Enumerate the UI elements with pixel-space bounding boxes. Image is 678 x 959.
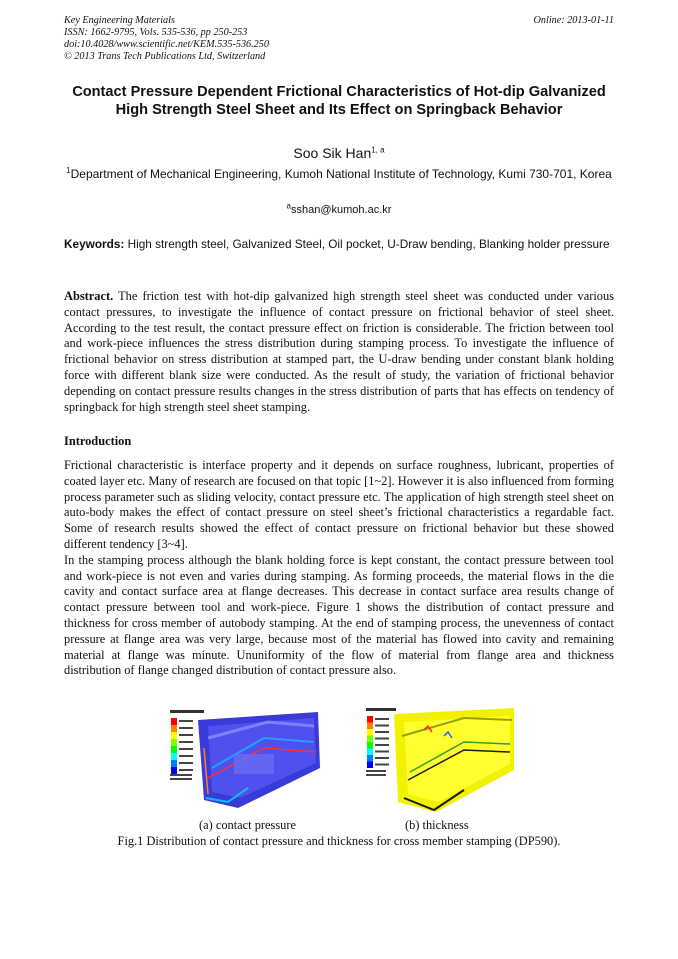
- abstract-label: Abstract.: [64, 289, 114, 303]
- legend-value-mark: [179, 748, 193, 750]
- author-line: [64, 144, 614, 162]
- contact-pressure-image: [168, 708, 322, 814]
- legend-swatch: [171, 718, 177, 725]
- legend-swatch: [171, 760, 177, 767]
- keywords-label: Keywords:: [64, 237, 125, 251]
- legend-value-mark: [375, 718, 389, 720]
- legend-swatch: [367, 716, 373, 723]
- email-line: [64, 203, 614, 217]
- legend-value-mark: [375, 731, 389, 733]
- affiliation: [64, 166, 614, 183]
- legend-swatch: [367, 755, 373, 762]
- thickness-image: [364, 706, 516, 814]
- legend-value-mark: [179, 741, 193, 743]
- legend-swatch: [171, 746, 177, 753]
- legend-value-mark: [375, 725, 389, 727]
- section-heading-introduction: Introduction: [64, 434, 132, 448]
- legend-swatch: [171, 739, 177, 746]
- affiliation-sup: 1: [66, 166, 71, 175]
- paper-title: Contact Pressure Dependent Frictional Characteristics of Hot-dip Galvanized High Strength Steel Sheet and Its Effect on Springback Behavior: [72, 84, 606, 118]
- affiliation-text: Department of Mechanical Engineering, Kumoh National Institute of Technology, Kumi 730-701, Korea: [70, 167, 612, 181]
- keywords: [64, 237, 614, 252]
- legend-swatch: [367, 736, 373, 743]
- legend-value-mark: [179, 769, 193, 771]
- legend-value-mark: [375, 738, 389, 740]
- legend-swatch: [367, 762, 373, 769]
- introduction-body: [64, 458, 614, 679]
- figure-thickness: [364, 706, 516, 814]
- legend-swatch: [367, 749, 373, 756]
- online-date: Online: 2013-01-11: [533, 15, 614, 26]
- keywords-text: High strength steel, Galvanized Steel, Oil pocket, U-Draw bending, Blanking holder pressure: [127, 237, 610, 251]
- author-name: Soo Sik Han: [293, 145, 372, 161]
- legend-value-mark: [375, 757, 389, 759]
- author-sup: 1, a: [371, 145, 385, 155]
- intro-paragraph-2: In the stamping process although the blank holding force is kept constant, the contact pressure between tool and work-piece is not even and varies during stamping. As forming proceeds, the material flows in the die cavity and contact surface area at flange decreases. This decrease in contact surface area results change of contact pressure between tool and work-piece. Figure 1 shows the distribution of contact pressure and thickness for cross member of autobody stamping. At the end of stamping process, the unevenness of contact pressure at flange area was very large, because most of the material has flowed into cavity and remaining material at flange was minute. Ununiformity of the flow of material from flange area and thickness distribution of flange changed distribution of contact pressure also.: [64, 552, 614, 678]
- journal-doi: doi:10.4028/www.scientific.net/KEM.535-536.250: [64, 39, 269, 50]
- email-sup: a: [286, 201, 291, 211]
- legend-value-mark: [179, 734, 193, 736]
- journal-name: Key Engineering Materials: [64, 15, 175, 26]
- legend-value-mark: [179, 755, 193, 757]
- email-address[interactable]: sshan@kumoh.ac.kr: [291, 204, 392, 216]
- legend-value-mark: [375, 744, 389, 746]
- abstract-text: The friction test with hot-dip galvanized high strength steel sheet was conducted under various contact pressures, to investigate the influence of contact pressure on frictional behavior of steel sheet. According to the test result, the contact pressure effect on friction is considerable. The friction between tool and work-piece influences the stress distribution during stamping process. To investigate the influence of frictional behavior on stress distribution at stamped part, the U-draw bending under constant blank holding force with different blank size were conducted. As the result of study, the variation of frictional behavior depending on contact pressure results changes in the stress distribution of parts that has effects on tendency of springback for high strength steel sheet stamping.: [64, 289, 614, 414]
- figure-contact-pressure: [168, 708, 322, 814]
- legend-swatch: [367, 723, 373, 730]
- journal-copyright: © 2013 Trans Tech Publications Ltd, Switzerland: [64, 51, 266, 62]
- legend-swatch: [171, 767, 177, 774]
- legend-swatch: [171, 732, 177, 739]
- subcaption-b: (b) thickness: [405, 818, 469, 832]
- journal-header: [64, 15, 464, 63]
- legend-value-mark: [375, 751, 389, 753]
- legend-value-mark: [375, 764, 389, 766]
- legend-value-mark: [179, 720, 193, 722]
- legend-value-mark: [179, 762, 193, 764]
- legend-swatch: [367, 729, 373, 736]
- subcaption-a: (a) contact pressure: [199, 818, 297, 832]
- figure-caption: Fig.1 Distribution of contact pressure and thickness for cross member stamping (DP590).: [117, 834, 561, 848]
- legend-swatch: [171, 753, 177, 760]
- journal-issn: ISSN: 1662-9795, Vols. 535-536, pp 250-253: [64, 27, 248, 38]
- intro-paragraph-1: Frictional characteristic is interface property and it depends on surface roughness, lubricant, properties of coated layer etc. Many of research are focused on that topic [1~2]. However it is also influenced from forming process parameter such as sliding velocity, contact pressure etc. The application of high strength steel sheet on auto-body makes the effect of contact pressure on steel sheet’s frictional characteristics a regardable fact. Some of research results showed the effect of contact pressure on frictional behavior but these showed different tendency [3~4].: [64, 458, 614, 551]
- legend-swatch: [367, 742, 373, 749]
- abstract: [64, 289, 614, 415]
- legend-swatch: [171, 725, 177, 732]
- legend-value-mark: [179, 727, 193, 729]
